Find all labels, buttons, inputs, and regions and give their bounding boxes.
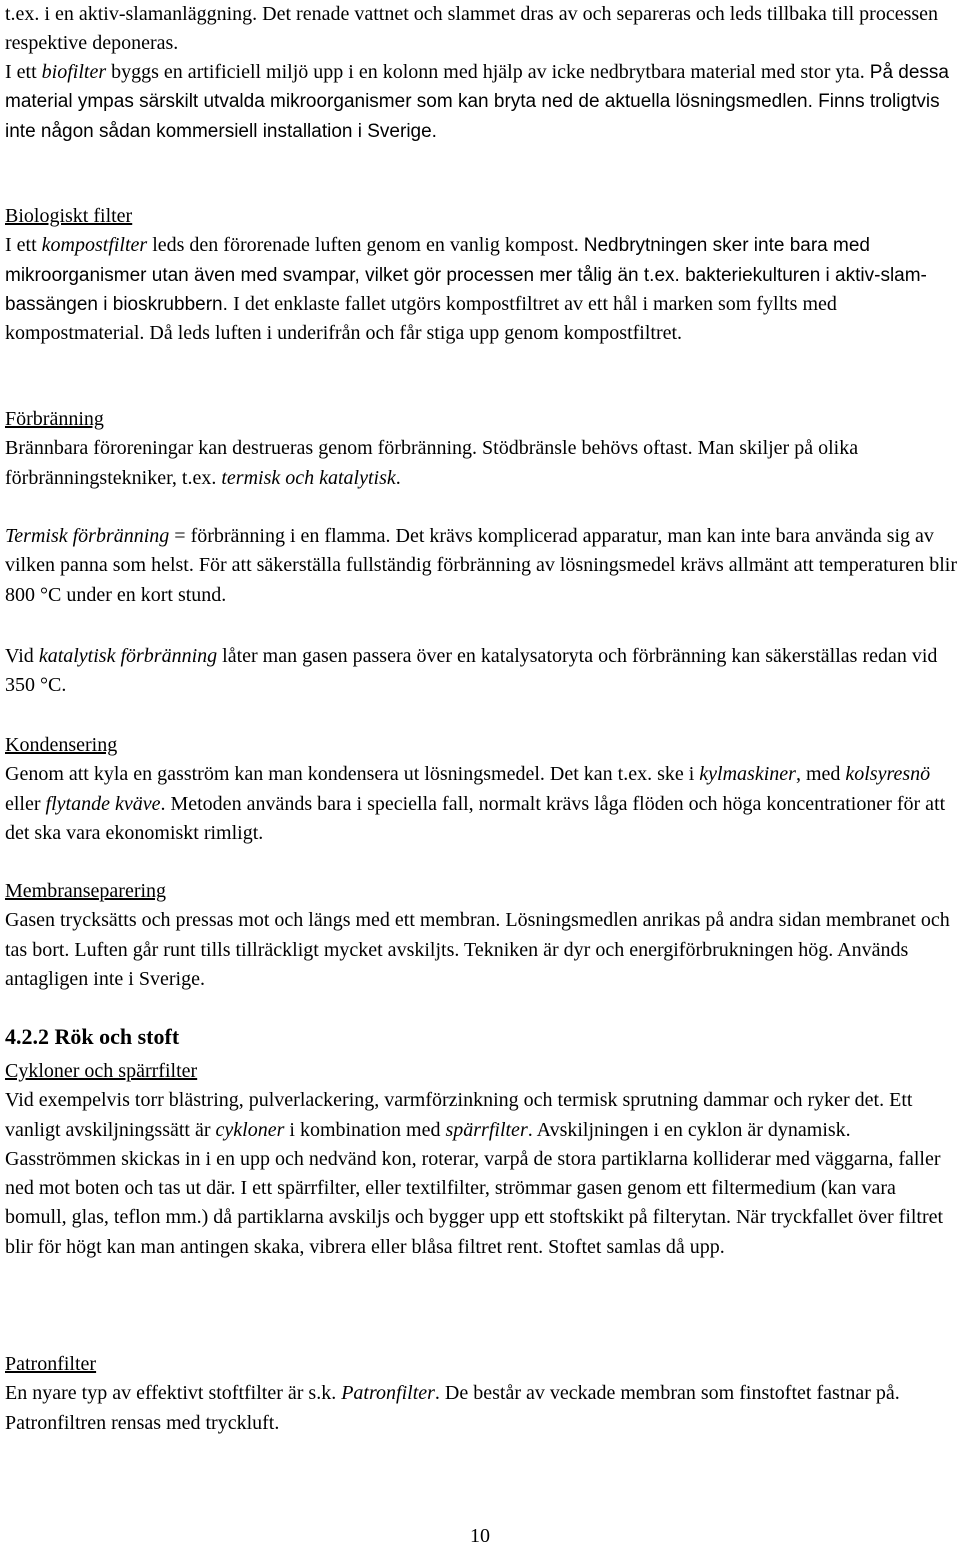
term-cykloner: cykloner <box>215 1118 285 1141</box>
text: . Avskiljningen i en cyklon är dynamisk. Gasströmmen skickas in i en upp och nedvänd kon, roterar, varpå de stora partiklarna kolliderar med väggarna, faller ned mot boten och tas ut där. I ett spärrfilter, eller textilfilter, strömmar gasen genom ett filtermedium (kan vara bomull, glas, teflon mm.) då partiklarna avskiljs och bygger upp ett stoftskikt på filterytan. När tryckfallet över filtret blir för högt kan man antingen skaka, vibrera eller blåsa filtret rent. Stoftet samlas då upp. <box>5 1118 944 1258</box>
text: låter man gasen passera över en katalysatoryta och förbränning kan säkerställas redan vid 350 °C. <box>5 645 938 697</box>
section-forbranning <box>5 405 960 493</box>
text: I det enklaste fallet utgörs kompostfiltret av ett hål i marken som fyllts med kompostmaterial. Då leds luften i underifrån och får stiga upp genom kompostfiltret. <box>5 292 837 345</box>
subheading: Förbränning <box>5 408 104 430</box>
text: I ett <box>5 61 42 83</box>
text: Gasen trycksätts och pressas mot och längs med ett membran. Lösningsmedlen anrikas på andra sidan membranet och tas bort. Luften går runt tills tillräckligt mycket avskiljts. Tekniken är dyr och energiförbrukningen hög. Används antagligen inte i Sverige. <box>5 909 950 990</box>
text: Genom att kyla en gasström kan man kondensera ut lösningsmedel. Det kan t.ex. ske i <box>5 763 700 786</box>
text: En nyare typ av effektivt stoftfilter är s.k. <box>5 1382 342 1405</box>
text: Vid <box>5 645 39 667</box>
term-sparrfilter: spärrfilter <box>445 1118 528 1141</box>
section-title: 4.2.2 Rök och stoft <box>5 1024 180 1049</box>
text-sans: På dessa material ympas särskilt utvalda mikroorganismer som kan bryta ned de aktuella lösningsmedlen. Finns troligtvis inte någon sådan kommersiell installation i Sverige. <box>5 62 950 142</box>
subheading: Biologiskt filter <box>5 205 133 227</box>
page-number: 10 <box>470 1525 490 1547</box>
paragraph-katalytisk <box>5 642 960 701</box>
subheading: Kondensering <box>5 734 118 756</box>
section-patronfilter <box>5 1350 960 1438</box>
text: I ett <box>5 234 42 257</box>
term-biofilter: biofilter <box>41 61 107 83</box>
text: eller <box>5 792 46 815</box>
section-membranseparering <box>5 877 960 994</box>
paragraph-termisk <box>5 522 960 610</box>
text: Brännbara föroreningar kan destrueras genom förbränning. Stödbränsle behövs oftast. Man skiljer på olika förbränningstekniker, t.ex. <box>5 437 859 489</box>
subheading: Membranseparering <box>5 880 167 902</box>
subheading: Cykloner och spärrfilter <box>5 1060 198 1082</box>
subheading: Patronfilter <box>5 1353 97 1375</box>
term-termisk-forbranning: Termisk förbränning <box>5 525 170 547</box>
section-cykloner <box>5 1057 960 1262</box>
text: . <box>395 466 401 489</box>
section-title-4-2-2 <box>5 1022 960 1051</box>
term-flytande-kvave: flytande kväve <box>45 792 161 815</box>
term-patronfilter: Patronfilter <box>341 1382 435 1405</box>
text-sans: Nedbrytningen sker inte bara med mikroorganismer utan även med svampar, vilket gör processen mer tålig än t.ex. bakteriekulturen i aktiv-slam-bassängen i bioskrubbern. <box>5 235 927 315</box>
term-katalytisk-forbranning: katalytisk förbränning <box>38 645 218 667</box>
paragraph-biofilter <box>5 58 960 146</box>
text: . De består av veckade membran som finstoftet fastnar på. Patronfiltren rensas med tryckluft. <box>5 1382 900 1434</box>
text: i kombination med <box>284 1118 446 1141</box>
section-biologiskt-filter <box>5 202 960 348</box>
term-kylmaskiner: kylmaskiner <box>699 763 796 786</box>
text: , med <box>795 763 846 786</box>
term-kompostfilter: kompostfilter <box>41 234 148 257</box>
text: Vid exempelvis torr blästring, pulverlackering, varmförzinkning och termisk sprutning dammar och ryker det. Ett vanligt avskiljningssätt är <box>5 1089 913 1141</box>
text: . Metoden används bara i speciella fall, normalt krävs låga flöden och höga koncentrationer för att det ska vara ekonomiskt rimligt. <box>5 792 946 844</box>
paragraph-slam <box>5 0 960 59</box>
text: byggs en artificiell miljö upp i en kolonn med hjälp av icke nedbrytbara material med stor yta. <box>106 61 870 83</box>
text: t.ex. i en aktiv-slamanläggning. Det renade vattnet och slammet dras av och separeras och leds tillbaka till processen respektive deponeras. <box>5 3 939 55</box>
text: leds den förorenade luften genom en vanlig kompost. <box>147 234 584 257</box>
text: = förbränning i en flamma. Det krävs komplicerad apparatur, man kan inte bara använda sig av vilken panna som helst. För att säkerställa fullständig förbränning av lösningsmedel krävs allmänt att temperaturen blir 800 °C under en kort stund. <box>5 525 957 606</box>
section-kondensering <box>5 731 960 848</box>
term-termisk-katalytisk: termisk och katalytisk <box>221 466 396 489</box>
term-kolsyresno: kolsyresnö <box>845 763 931 786</box>
